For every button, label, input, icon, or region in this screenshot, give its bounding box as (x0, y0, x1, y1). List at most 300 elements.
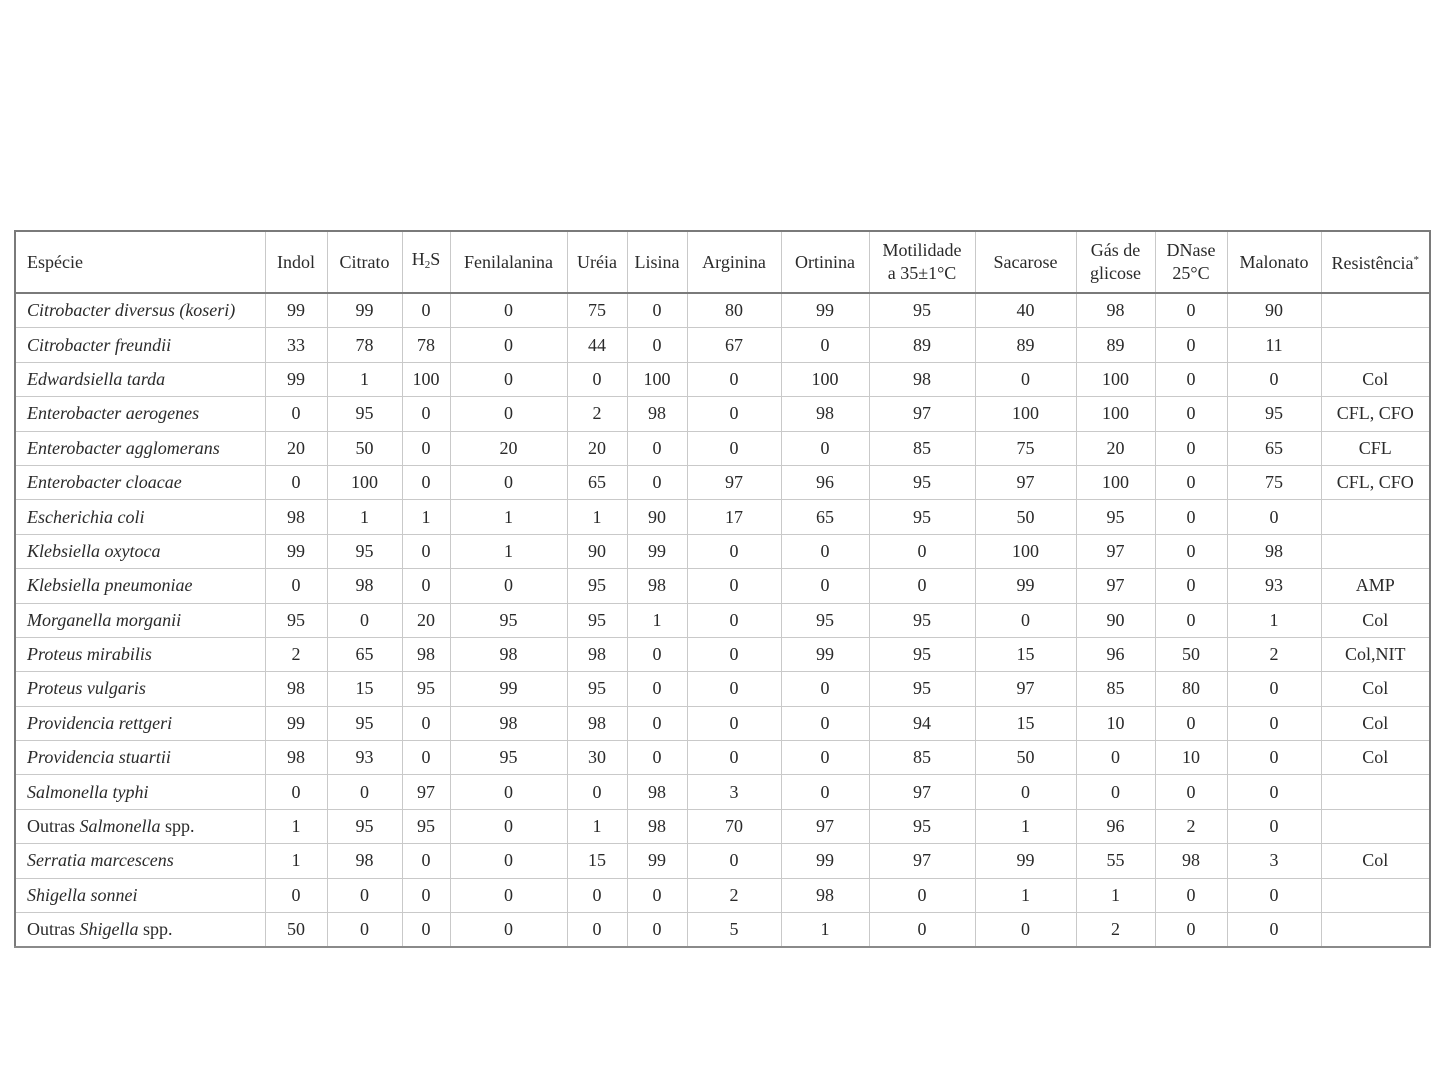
cell-ortinina: 0 (781, 672, 869, 706)
cell-arginina: 0 (687, 603, 781, 637)
cell-arginina: 0 (687, 706, 781, 740)
cell-ureia: 90 (567, 534, 627, 568)
cell-resistencia (1321, 293, 1430, 328)
cell-h2s: 95 (402, 672, 450, 706)
cell-sacarose: 99 (975, 844, 1076, 878)
table-row (15, 500, 1430, 534)
cell-motilidade: 94 (869, 706, 975, 740)
cell-ureia: 0 (567, 362, 627, 396)
cell-h2s: 0 (402, 397, 450, 431)
cell-indol: 0 (265, 397, 327, 431)
cell-arginina: 0 (687, 569, 781, 603)
cell-species (15, 672, 265, 706)
cell-malonato: 93 (1227, 569, 1321, 603)
cell-sacarose: 15 (975, 637, 1076, 671)
cell-sacarose: 0 (975, 603, 1076, 637)
cell-gas-glicose: 96 (1076, 637, 1155, 671)
cell-dnase: 0 (1155, 878, 1227, 912)
cell-species (15, 706, 265, 740)
cell-indol: 1 (265, 809, 327, 843)
cell-gas-glicose: 97 (1076, 569, 1155, 603)
cell-motilidade: 98 (869, 362, 975, 396)
cell-sacarose: 100 (975, 397, 1076, 431)
cell-indol: 98 (265, 500, 327, 534)
header-dnase-line1: DNase (1166, 240, 1216, 260)
header-dnase (1155, 231, 1227, 293)
cell-h2s: 78 (402, 328, 450, 362)
cell-lisina: 0 (627, 293, 687, 328)
cell-indol: 50 (265, 913, 327, 948)
header-resistencia-footnote-mark: * (1413, 254, 1419, 266)
cell-arginina: 5 (687, 913, 781, 948)
cell-sacarose: 99 (975, 569, 1076, 603)
header-ureia: Uréia (567, 231, 627, 293)
cell-dnase: 0 (1155, 534, 1227, 568)
cell-sacarose: 100 (975, 534, 1076, 568)
cell-species (15, 431, 265, 465)
cell-motilidade: 97 (869, 775, 975, 809)
cell-malonato: 90 (1227, 293, 1321, 328)
cell-malonato: 95 (1227, 397, 1321, 431)
cell-fenilalanina: 0 (450, 913, 567, 948)
cell-citrato: 98 (327, 569, 402, 603)
cell-fenilalanina: 1 (450, 500, 567, 534)
cell-lisina: 98 (627, 569, 687, 603)
cell-dnase: 0 (1155, 706, 1227, 740)
table-row (15, 465, 1430, 499)
cell-dnase: 0 (1155, 465, 1227, 499)
cell-ureia: 95 (567, 672, 627, 706)
cell-indol: 33 (265, 328, 327, 362)
cell-citrato: 95 (327, 534, 402, 568)
species-name: Citrobacter freundii (27, 334, 172, 355)
species-name: Edwardsiella tarda (27, 368, 166, 389)
cell-ureia: 75 (567, 293, 627, 328)
cell-citrato: 95 (327, 809, 402, 843)
cell-sacarose: 50 (975, 500, 1076, 534)
species-name: Providencia stuartii (27, 747, 171, 768)
cell-resistencia (1321, 534, 1430, 568)
species-name: Morganella morganii (27, 609, 182, 630)
header-citrato: Citrato (327, 231, 402, 293)
header-motilidade-line2: a 35±1°C (887, 263, 957, 283)
header-h2s-main: H (411, 248, 425, 269)
table-row (15, 603, 1430, 637)
cell-citrato: 50 (327, 431, 402, 465)
cell-h2s: 0 (402, 913, 450, 948)
cell-arginina: 0 (687, 362, 781, 396)
cell-gas-glicose: 20 (1076, 431, 1155, 465)
cell-motilidade: 95 (869, 293, 975, 328)
species-name: Shigella (79, 919, 139, 940)
cell-sacarose: 15 (975, 706, 1076, 740)
cell-sacarose: 40 (975, 293, 1076, 328)
cell-citrato: 95 (327, 397, 402, 431)
header-h2s (402, 231, 450, 293)
cell-species (15, 500, 265, 534)
header-arginina: Arginina (687, 231, 781, 293)
cell-malonato: 65 (1227, 431, 1321, 465)
cell-motilidade: 95 (869, 603, 975, 637)
species-name: Klebsiella oxytoca (27, 540, 161, 561)
cell-arginina: 67 (687, 328, 781, 362)
header-row (15, 231, 1430, 293)
cell-motilidade: 95 (869, 637, 975, 671)
header-h2s-subscript: 2 (424, 258, 431, 271)
cell-species (15, 844, 265, 878)
species-name: Citrobacter diversus (koseri) (27, 300, 236, 321)
cell-fenilalanina: 1 (450, 534, 567, 568)
cell-arginina: 80 (687, 293, 781, 328)
species-prefix: Outras (27, 919, 80, 940)
cell-malonato: 1 (1227, 603, 1321, 637)
cell-lisina: 99 (627, 844, 687, 878)
cell-fenilalanina: 0 (450, 362, 567, 396)
cell-fenilalanina: 0 (450, 328, 567, 362)
cell-gas-glicose: 0 (1076, 775, 1155, 809)
table-row (15, 672, 1430, 706)
cell-arginina: 0 (687, 397, 781, 431)
species-name: Serratia marcescens (27, 850, 174, 871)
cell-ortinina: 95 (781, 603, 869, 637)
cell-arginina: 17 (687, 500, 781, 534)
cell-arginina: 2 (687, 878, 781, 912)
cell-h2s: 0 (402, 534, 450, 568)
cell-malonato: 0 (1227, 775, 1321, 809)
cell-indol: 20 (265, 431, 327, 465)
cell-citrato: 93 (327, 741, 402, 775)
cell-ortinina: 99 (781, 293, 869, 328)
species-name: Proteus mirabilis (27, 644, 152, 665)
cell-arginina: 0 (687, 534, 781, 568)
species-name: Proteus vulgaris (27, 678, 146, 699)
cell-species (15, 603, 265, 637)
cell-dnase: 0 (1155, 775, 1227, 809)
cell-indol: 0 (265, 569, 327, 603)
cell-malonato: 0 (1227, 809, 1321, 843)
table-row (15, 569, 1430, 603)
cell-malonato: 0 (1227, 672, 1321, 706)
cell-ureia: 65 (567, 465, 627, 499)
cell-ureia: 95 (567, 569, 627, 603)
cell-resistencia: Col,NIT (1321, 637, 1430, 671)
cell-arginina: 0 (687, 672, 781, 706)
cell-fenilalanina: 0 (450, 293, 567, 328)
cell-fenilalanina: 98 (450, 637, 567, 671)
cell-malonato: 0 (1227, 741, 1321, 775)
cell-dnase: 0 (1155, 569, 1227, 603)
cell-lisina: 0 (627, 637, 687, 671)
cell-ureia: 0 (567, 775, 627, 809)
cell-resistencia: CFL, CFO (1321, 397, 1430, 431)
cell-h2s: 0 (402, 706, 450, 740)
cell-indol: 98 (265, 741, 327, 775)
cell-arginina: 0 (687, 844, 781, 878)
cell-motilidade: 95 (869, 465, 975, 499)
cell-gas-glicose: 10 (1076, 706, 1155, 740)
cell-gas-glicose: 98 (1076, 293, 1155, 328)
cell-fenilalanina: 98 (450, 706, 567, 740)
cell-resistencia: CFL, CFO (1321, 465, 1430, 499)
cell-h2s: 0 (402, 431, 450, 465)
cell-citrato: 15 (327, 672, 402, 706)
cell-ortinina: 98 (781, 397, 869, 431)
cell-fenilalanina: 20 (450, 431, 567, 465)
cell-dnase: 2 (1155, 809, 1227, 843)
cell-h2s: 97 (402, 775, 450, 809)
table-body (15, 293, 1430, 947)
cell-malonato: 75 (1227, 465, 1321, 499)
cell-resistencia (1321, 809, 1430, 843)
header-species: Espécie (15, 231, 265, 293)
cell-resistencia: CFL (1321, 431, 1430, 465)
cell-resistencia: AMP (1321, 569, 1430, 603)
cell-sacarose: 50 (975, 741, 1076, 775)
cell-citrato: 98 (327, 844, 402, 878)
table-row (15, 293, 1430, 328)
cell-ortinina: 97 (781, 809, 869, 843)
cell-h2s: 0 (402, 293, 450, 328)
cell-resistencia (1321, 328, 1430, 362)
cell-lisina: 98 (627, 397, 687, 431)
cell-dnase: 98 (1155, 844, 1227, 878)
cell-fenilalanina: 95 (450, 741, 567, 775)
cell-fenilalanina: 0 (450, 809, 567, 843)
species-name: Enterobacter aerogenes (27, 403, 200, 424)
cell-resistencia: Col (1321, 362, 1430, 396)
table-row (15, 362, 1430, 396)
header-malonato: Malonato (1227, 231, 1321, 293)
cell-h2s: 95 (402, 809, 450, 843)
table-row (15, 844, 1430, 878)
species-name: Enterobacter cloacae (27, 472, 182, 493)
cell-ortinina: 98 (781, 878, 869, 912)
header-sacarose: Sacarose (975, 231, 1076, 293)
cell-ortinina: 0 (781, 328, 869, 362)
cell-resistencia (1321, 878, 1430, 912)
cell-malonato: 3 (1227, 844, 1321, 878)
header-motilidade (869, 231, 975, 293)
cell-malonato: 0 (1227, 913, 1321, 948)
biochemical-tests-table (14, 230, 1431, 948)
cell-gas-glicose: 85 (1076, 672, 1155, 706)
cell-dnase: 0 (1155, 603, 1227, 637)
cell-dnase: 0 (1155, 397, 1227, 431)
cell-gas-glicose: 96 (1076, 809, 1155, 843)
cell-citrato: 95 (327, 706, 402, 740)
cell-resistencia: Col (1321, 672, 1430, 706)
cell-gas-glicose: 2 (1076, 913, 1155, 948)
cell-lisina: 0 (627, 465, 687, 499)
cell-resistencia (1321, 500, 1430, 534)
cell-motilidade: 89 (869, 328, 975, 362)
biochemical-table-container (14, 230, 1429, 948)
cell-gas-glicose: 100 (1076, 362, 1155, 396)
cell-sacarose: 89 (975, 328, 1076, 362)
cell-species (15, 741, 265, 775)
cell-species (15, 465, 265, 499)
cell-species (15, 809, 265, 843)
cell-ortinina: 0 (781, 534, 869, 568)
cell-lisina: 98 (627, 809, 687, 843)
cell-sacarose: 0 (975, 775, 1076, 809)
cell-sacarose: 0 (975, 362, 1076, 396)
species-name: Salmonella typhi (27, 781, 149, 802)
cell-citrato: 1 (327, 500, 402, 534)
cell-motilidade: 0 (869, 534, 975, 568)
cell-resistencia: Col (1321, 741, 1430, 775)
cell-lisina: 98 (627, 775, 687, 809)
cell-lisina: 100 (627, 362, 687, 396)
cell-species (15, 328, 265, 362)
cell-h2s: 98 (402, 637, 450, 671)
cell-malonato: 0 (1227, 878, 1321, 912)
cell-dnase: 0 (1155, 431, 1227, 465)
cell-dnase: 0 (1155, 913, 1227, 948)
cell-resistencia: Col (1321, 603, 1430, 637)
species-name: Klebsiella pneumoniae (27, 575, 193, 596)
cell-species (15, 569, 265, 603)
cell-fenilalanina: 99 (450, 672, 567, 706)
cell-gas-glicose: 89 (1076, 328, 1155, 362)
species-name: Shigella sonnei (27, 884, 138, 905)
cell-fenilalanina: 0 (450, 569, 567, 603)
table-row (15, 328, 1430, 362)
cell-sacarose: 1 (975, 878, 1076, 912)
table-row (15, 809, 1430, 843)
header-resistencia (1321, 231, 1430, 293)
cell-fenilalanina: 0 (450, 844, 567, 878)
cell-motilidade: 0 (869, 569, 975, 603)
table-row (15, 397, 1430, 431)
cell-motilidade: 95 (869, 672, 975, 706)
cell-citrato: 100 (327, 465, 402, 499)
cell-ortinina: 1 (781, 913, 869, 948)
species-suffix: spp. (160, 816, 195, 837)
cell-indol: 0 (265, 465, 327, 499)
cell-ureia: 0 (567, 878, 627, 912)
species-name: Enterobacter agglomerans (27, 437, 220, 458)
cell-malonato: 98 (1227, 534, 1321, 568)
cell-ortinina: 96 (781, 465, 869, 499)
cell-h2s: 0 (402, 844, 450, 878)
cell-sacarose: 75 (975, 431, 1076, 465)
cell-resistencia (1321, 913, 1430, 948)
cell-lisina: 0 (627, 672, 687, 706)
cell-h2s: 100 (402, 362, 450, 396)
species-name: Salmonella (79, 816, 161, 837)
cell-sacarose: 97 (975, 465, 1076, 499)
cell-species (15, 397, 265, 431)
cell-arginina: 97 (687, 465, 781, 499)
cell-ureia: 15 (567, 844, 627, 878)
cell-citrato: 78 (327, 328, 402, 362)
cell-ortinina: 99 (781, 637, 869, 671)
cell-citrato: 1 (327, 362, 402, 396)
cell-indol: 99 (265, 706, 327, 740)
cell-citrato: 65 (327, 637, 402, 671)
cell-malonato: 11 (1227, 328, 1321, 362)
header-gas-glicose (1076, 231, 1155, 293)
cell-h2s: 0 (402, 741, 450, 775)
cell-malonato: 0 (1227, 362, 1321, 396)
cell-h2s: 0 (402, 569, 450, 603)
cell-gas-glicose: 100 (1076, 465, 1155, 499)
species-name: Escherichia coli (27, 506, 145, 527)
cell-sacarose: 1 (975, 809, 1076, 843)
cell-gas-glicose: 1 (1076, 878, 1155, 912)
cell-dnase: 0 (1155, 293, 1227, 328)
cell-indol: 99 (265, 534, 327, 568)
cell-dnase: 50 (1155, 637, 1227, 671)
header-motilidade-line1: Motilidade (882, 240, 962, 260)
cell-ortinina: 99 (781, 844, 869, 878)
table-row (15, 741, 1430, 775)
cell-species (15, 878, 265, 912)
cell-ortinina: 0 (781, 706, 869, 740)
cell-dnase: 0 (1155, 328, 1227, 362)
cell-ureia: 98 (567, 706, 627, 740)
cell-sacarose: 97 (975, 672, 1076, 706)
table-row (15, 913, 1430, 948)
cell-ortinina: 0 (781, 569, 869, 603)
cell-ureia: 95 (567, 603, 627, 637)
cell-lisina: 0 (627, 878, 687, 912)
cell-ortinina: 100 (781, 362, 869, 396)
cell-dnase: 10 (1155, 741, 1227, 775)
cell-lisina: 0 (627, 706, 687, 740)
cell-arginina: 0 (687, 741, 781, 775)
cell-indol: 1 (265, 844, 327, 878)
cell-h2s: 20 (402, 603, 450, 637)
cell-resistencia: Col (1321, 706, 1430, 740)
cell-malonato: 2 (1227, 637, 1321, 671)
cell-fenilalanina: 0 (450, 397, 567, 431)
cell-ureia: 2 (567, 397, 627, 431)
cell-ureia: 1 (567, 809, 627, 843)
cell-fenilalanina: 0 (450, 775, 567, 809)
cell-sacarose: 0 (975, 913, 1076, 948)
table-row (15, 637, 1430, 671)
header-fenilalanina: Fenilalanina (450, 231, 567, 293)
cell-lisina: 99 (627, 534, 687, 568)
species-name: Providencia rettgeri (27, 712, 173, 733)
species-prefix: Outras (27, 816, 80, 837)
table-row (15, 706, 1430, 740)
cell-lisina: 0 (627, 741, 687, 775)
cell-indol: 0 (265, 878, 327, 912)
cell-motilidade: 97 (869, 397, 975, 431)
cell-ureia: 0 (567, 913, 627, 948)
cell-species (15, 534, 265, 568)
header-ortinina: Ortinina (781, 231, 869, 293)
cell-ortinina: 0 (781, 431, 869, 465)
cell-species (15, 293, 265, 328)
cell-lisina: 0 (627, 913, 687, 948)
cell-gas-glicose: 97 (1076, 534, 1155, 568)
cell-gas-glicose: 90 (1076, 603, 1155, 637)
table-row (15, 534, 1430, 568)
cell-ureia: 44 (567, 328, 627, 362)
header-lisina: Lisina (627, 231, 687, 293)
header-gas-line2: glicose (1090, 263, 1141, 283)
cell-motilidade: 0 (869, 878, 975, 912)
cell-lisina: 90 (627, 500, 687, 534)
cell-motilidade: 0 (869, 913, 975, 948)
cell-indol: 99 (265, 293, 327, 328)
header-indol: Indol (265, 231, 327, 293)
cell-citrato: 0 (327, 878, 402, 912)
